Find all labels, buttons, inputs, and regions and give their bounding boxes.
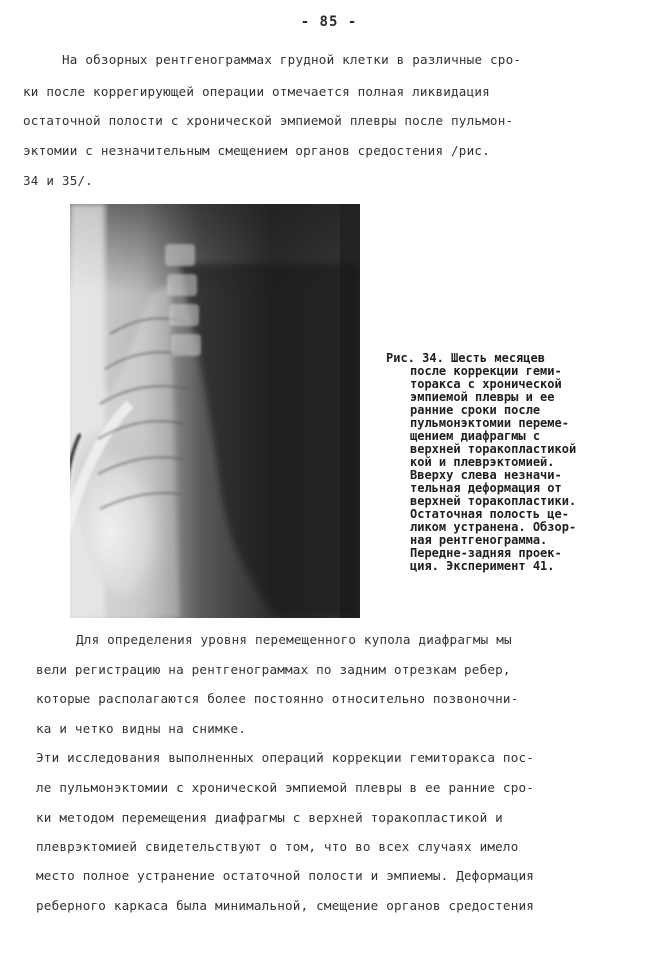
text-line: плеврэктомией свидетельствуют о том, что во всех случаях имело [36,839,519,854]
caption-line: ликом устранена. Обзор- [410,520,577,534]
caption-line: торакса с хронической [410,377,562,391]
caption-line: кой и плеврэктомией. [410,455,555,469]
caption-line: тельная деформация от [410,481,562,495]
text-line: 34 и 35/. [23,173,94,188]
text-line: ки после коррегирующей операции отмечается полная ликвидация [23,84,490,99]
text-line: место полное устранение остаточной полости и эмпиемы. Деформация [36,868,535,883]
page-number: - 85 - [300,14,358,30]
text-line: ки методом перемещения диафрагмы с верхней торакопластикой и [36,810,503,825]
caption-line: щением диафрагмы с [410,429,541,443]
caption-line: ранние сроки после [410,403,541,417]
caption-line: Вверху слева незначи- [410,468,562,482]
text-line: реберного каркаса была минимальной, смещение органов средостения [36,898,535,913]
text-line: Для определения уровня перемещенного купола диафрагмы мы [76,632,512,647]
text-line: ка и четко видны на снимке. [36,721,247,736]
text-line: ле пульмонэктомии с хронической эмпиемой плевры в ее ранние сро- [36,780,535,795]
caption-line: ция. Эксперимент 41. [410,559,555,573]
text-line: остаточной полости с хронической эмпиемой плевры после пульмон- [23,113,514,128]
caption-line: ная рентгенограмма. [410,533,548,547]
xray-image [70,204,360,618]
text-line: Эти исследования выполненных операций коррекции гемиторакса пос- [36,750,535,765]
text-line: На обзорных рентгенограммах грудной клетки в различные сро- [62,52,522,67]
text-line: эктомии с незначительным смещением органов средостения /рис. [23,143,490,158]
text-line: вели регистрацию на рентгенограммах по задним отрезкам ребер, [36,662,511,677]
caption-line: после коррекции геми- [410,364,562,378]
caption-line: Передне-задняя проек- [410,546,562,560]
text-line: которые располагаются более постоянно относительно позвоночни- [36,691,519,706]
caption-line: Рис. 34. Шесть месяцев [386,351,545,365]
caption-line: Остаточная полость це- [410,507,569,521]
caption-line: верхней торакопластикой [410,442,577,456]
caption-line: эмпиемой плевры и ее [410,390,555,404]
xray-picture [70,204,360,618]
caption-line: пульмонэктомии переме- [410,416,569,430]
caption-line: верхней торакопластики. [410,494,577,508]
